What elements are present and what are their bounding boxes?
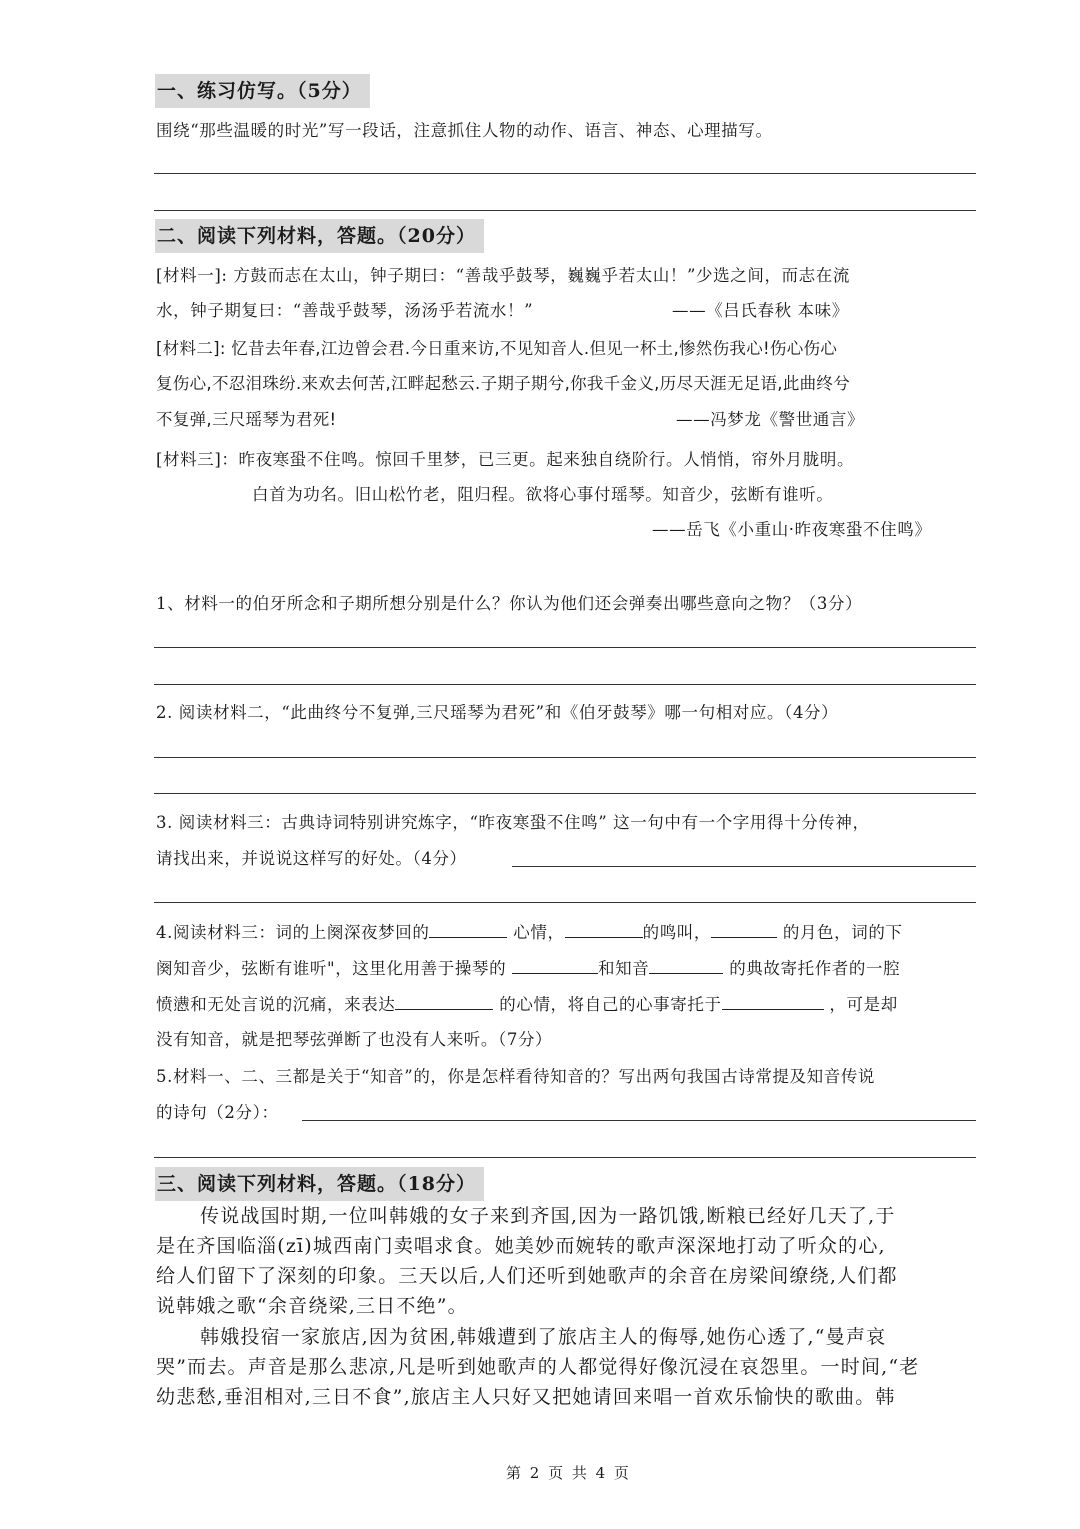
answer-line[interactable]	[154, 684, 976, 685]
passage-line: 哭”而去。声音是那么悲凉,凡是听到她歌声的人都觉得好像沉浸在哀怨里。一时间,“老	[156, 1356, 920, 1378]
answer-line[interactable]	[154, 647, 976, 648]
fill-blank[interactable]	[429, 921, 507, 938]
fill-blank[interactable]	[565, 921, 643, 938]
question-5-line-2: 的诗句（2分）：	[156, 1103, 279, 1122]
question-4-text: 和知音	[598, 959, 650, 978]
question-4-text: 愤懑和无处言说的沉痛，来表达	[156, 995, 396, 1014]
question-5-line-1: 5.材料一、二、三都是关于“知音”的，你是怎样看待知音的？写出两句我国古诗常提及知音传说	[156, 1067, 876, 1086]
question-4-text: 的鸣叫，	[642, 923, 712, 942]
answer-line[interactable]	[154, 793, 976, 794]
question-4-text: 的月色，词的下	[777, 923, 903, 942]
section-1-title: 一、练习仿写。（5分）	[155, 74, 370, 108]
passage-line: 是在齐国临淄(zī)城西南门卖唱求食。她美妙而婉转的歌声深深地打动了听众的心,	[156, 1235, 886, 1257]
question-1: 1、材料一的伯牙所念和子期所想分别是什么？你认为他们还会弹奏出哪些意向之物？（3分）	[156, 594, 863, 613]
material-1-source: ——《吕氏春秋 本味》	[672, 301, 849, 320]
question-2: 2. 阅读材料二，“此曲终兮不复弹,三尺瑶琴为君死”和《伯牙鼓琴》哪一句相对应。（4分）	[156, 703, 839, 722]
answer-line[interactable]	[154, 173, 976, 174]
answer-line[interactable]	[154, 902, 976, 903]
material-2-line-2: 复伤心,不忍泪珠纷.来欢去何苦,江畔起愁云.子期子期兮,你我千金义,历尽天涯无足语,此曲终兮	[156, 374, 851, 393]
fill-blank[interactable]	[512, 957, 598, 974]
material-3-line-2: 白首为功名。旧山松竹老，阻归程。欲将心事付瑶琴。知音少，弦断有谁听。	[252, 485, 834, 504]
question-3-line-1: 3. 阅读材料三：古典诗词特别讲究炼字，“昨夜寒蛩不住鸣” 这一句中有一个字用得十分传神，	[156, 813, 870, 832]
question-3-line-2: 请找出来，并说说这样写的好处。（4分）	[156, 849, 467, 868]
passage-line: 说韩娥之歌“余音绕梁,三日不绝”。	[156, 1295, 468, 1317]
question-4-text: ，可是却	[823, 995, 898, 1014]
passage-line: 给人们留下了深刻的印象。三天以后,人们还听到她歌声的余音在房梁间缭绕,人们都	[156, 1265, 898, 1287]
fill-blank[interactable]	[649, 957, 723, 974]
passage-line: 幼悲愁,垂泪相对,三日不食”,旅店主人只好又把她请回来唱一首欢乐愉快的歌曲。韩	[156, 1386, 896, 1408]
question-4-line-4: 没有知音，就是把琴弦弹断了也没有人来听。（7分）	[156, 1030, 553, 1049]
passage-line: 传说战国时期,一位叫韩娥的女子来到齐国,因为一路饥饿,断粮已经好几天了,于	[200, 1205, 896, 1227]
question-4-line-3	[156, 993, 898, 1016]
section-2-title: 二、阅读下列材料，答题。（20分）	[155, 219, 484, 253]
section-1-prompt: 围绕“那些温暖的时光”写一段话，注意抓住人物的动作、语言、神态、心理描写。	[156, 121, 773, 140]
answer-line[interactable]	[154, 757, 976, 758]
question-4-line-2	[156, 957, 900, 980]
material-2-source: ——冯梦龙《警世通言》	[676, 410, 865, 429]
question-4-text: 阕知音少，弦断有谁听"，这里化用善于操琴的	[156, 959, 513, 978]
question-4-text: 的典故寄托作者的一腔	[723, 959, 901, 978]
page-number: 第 2 页 共 4 页	[506, 1464, 631, 1482]
question-4-text: 的心情，将自己的心事寄托于	[493, 995, 722, 1014]
section-3-title: 三、阅读下列材料，答题。（18分）	[155, 1167, 484, 1201]
material-3-source: ——岳飞《小重山·昨夜寒蛩不住鸣》	[652, 520, 932, 539]
answer-line[interactable]	[154, 1157, 976, 1158]
fill-blank[interactable]	[722, 993, 824, 1010]
answer-line[interactable]	[512, 866, 976, 867]
material-1-line-1: [材料一]: 方鼓而志在太山，钟子期曰：“善哉乎鼓琴，巍巍乎若太山！”少选之间，而志在流	[156, 266, 850, 285]
material-3-line-1: [材料三]：昨夜寒蛩不住鸣。惊回千里梦，已三更。起来独自绕阶行。人悄悄，帘外月胧明。	[156, 450, 855, 469]
question-4-line-1	[156, 921, 903, 944]
material-2-line-3: 不复弹,三尺瑶琴为君死!	[156, 410, 337, 429]
question-4-text: 4.阅读材料三：词的上阕深夜梦回的	[156, 923, 430, 942]
passage-line: 韩娥投宿一家旅店,因为贫困,韩娥遭到了旅店主人的侮辱,她伤心透了,“曼声哀	[200, 1326, 887, 1348]
answer-line[interactable]	[154, 210, 976, 211]
material-1-line-2: 水，钟子期复曰：“善哉乎鼓琴，汤汤乎若流水！”	[156, 301, 534, 320]
fill-blank[interactable]	[395, 993, 493, 1010]
question-4-text: 心情，	[507, 923, 565, 942]
fill-blank[interactable]	[711, 921, 777, 938]
answer-line[interactable]	[302, 1120, 976, 1121]
material-2-line-1: [材料二]: 忆昔去年春,江边曾会君.今日重来访,不见知音人.但见一杯土,惨然伤我心!伤心伤心	[156, 339, 838, 358]
